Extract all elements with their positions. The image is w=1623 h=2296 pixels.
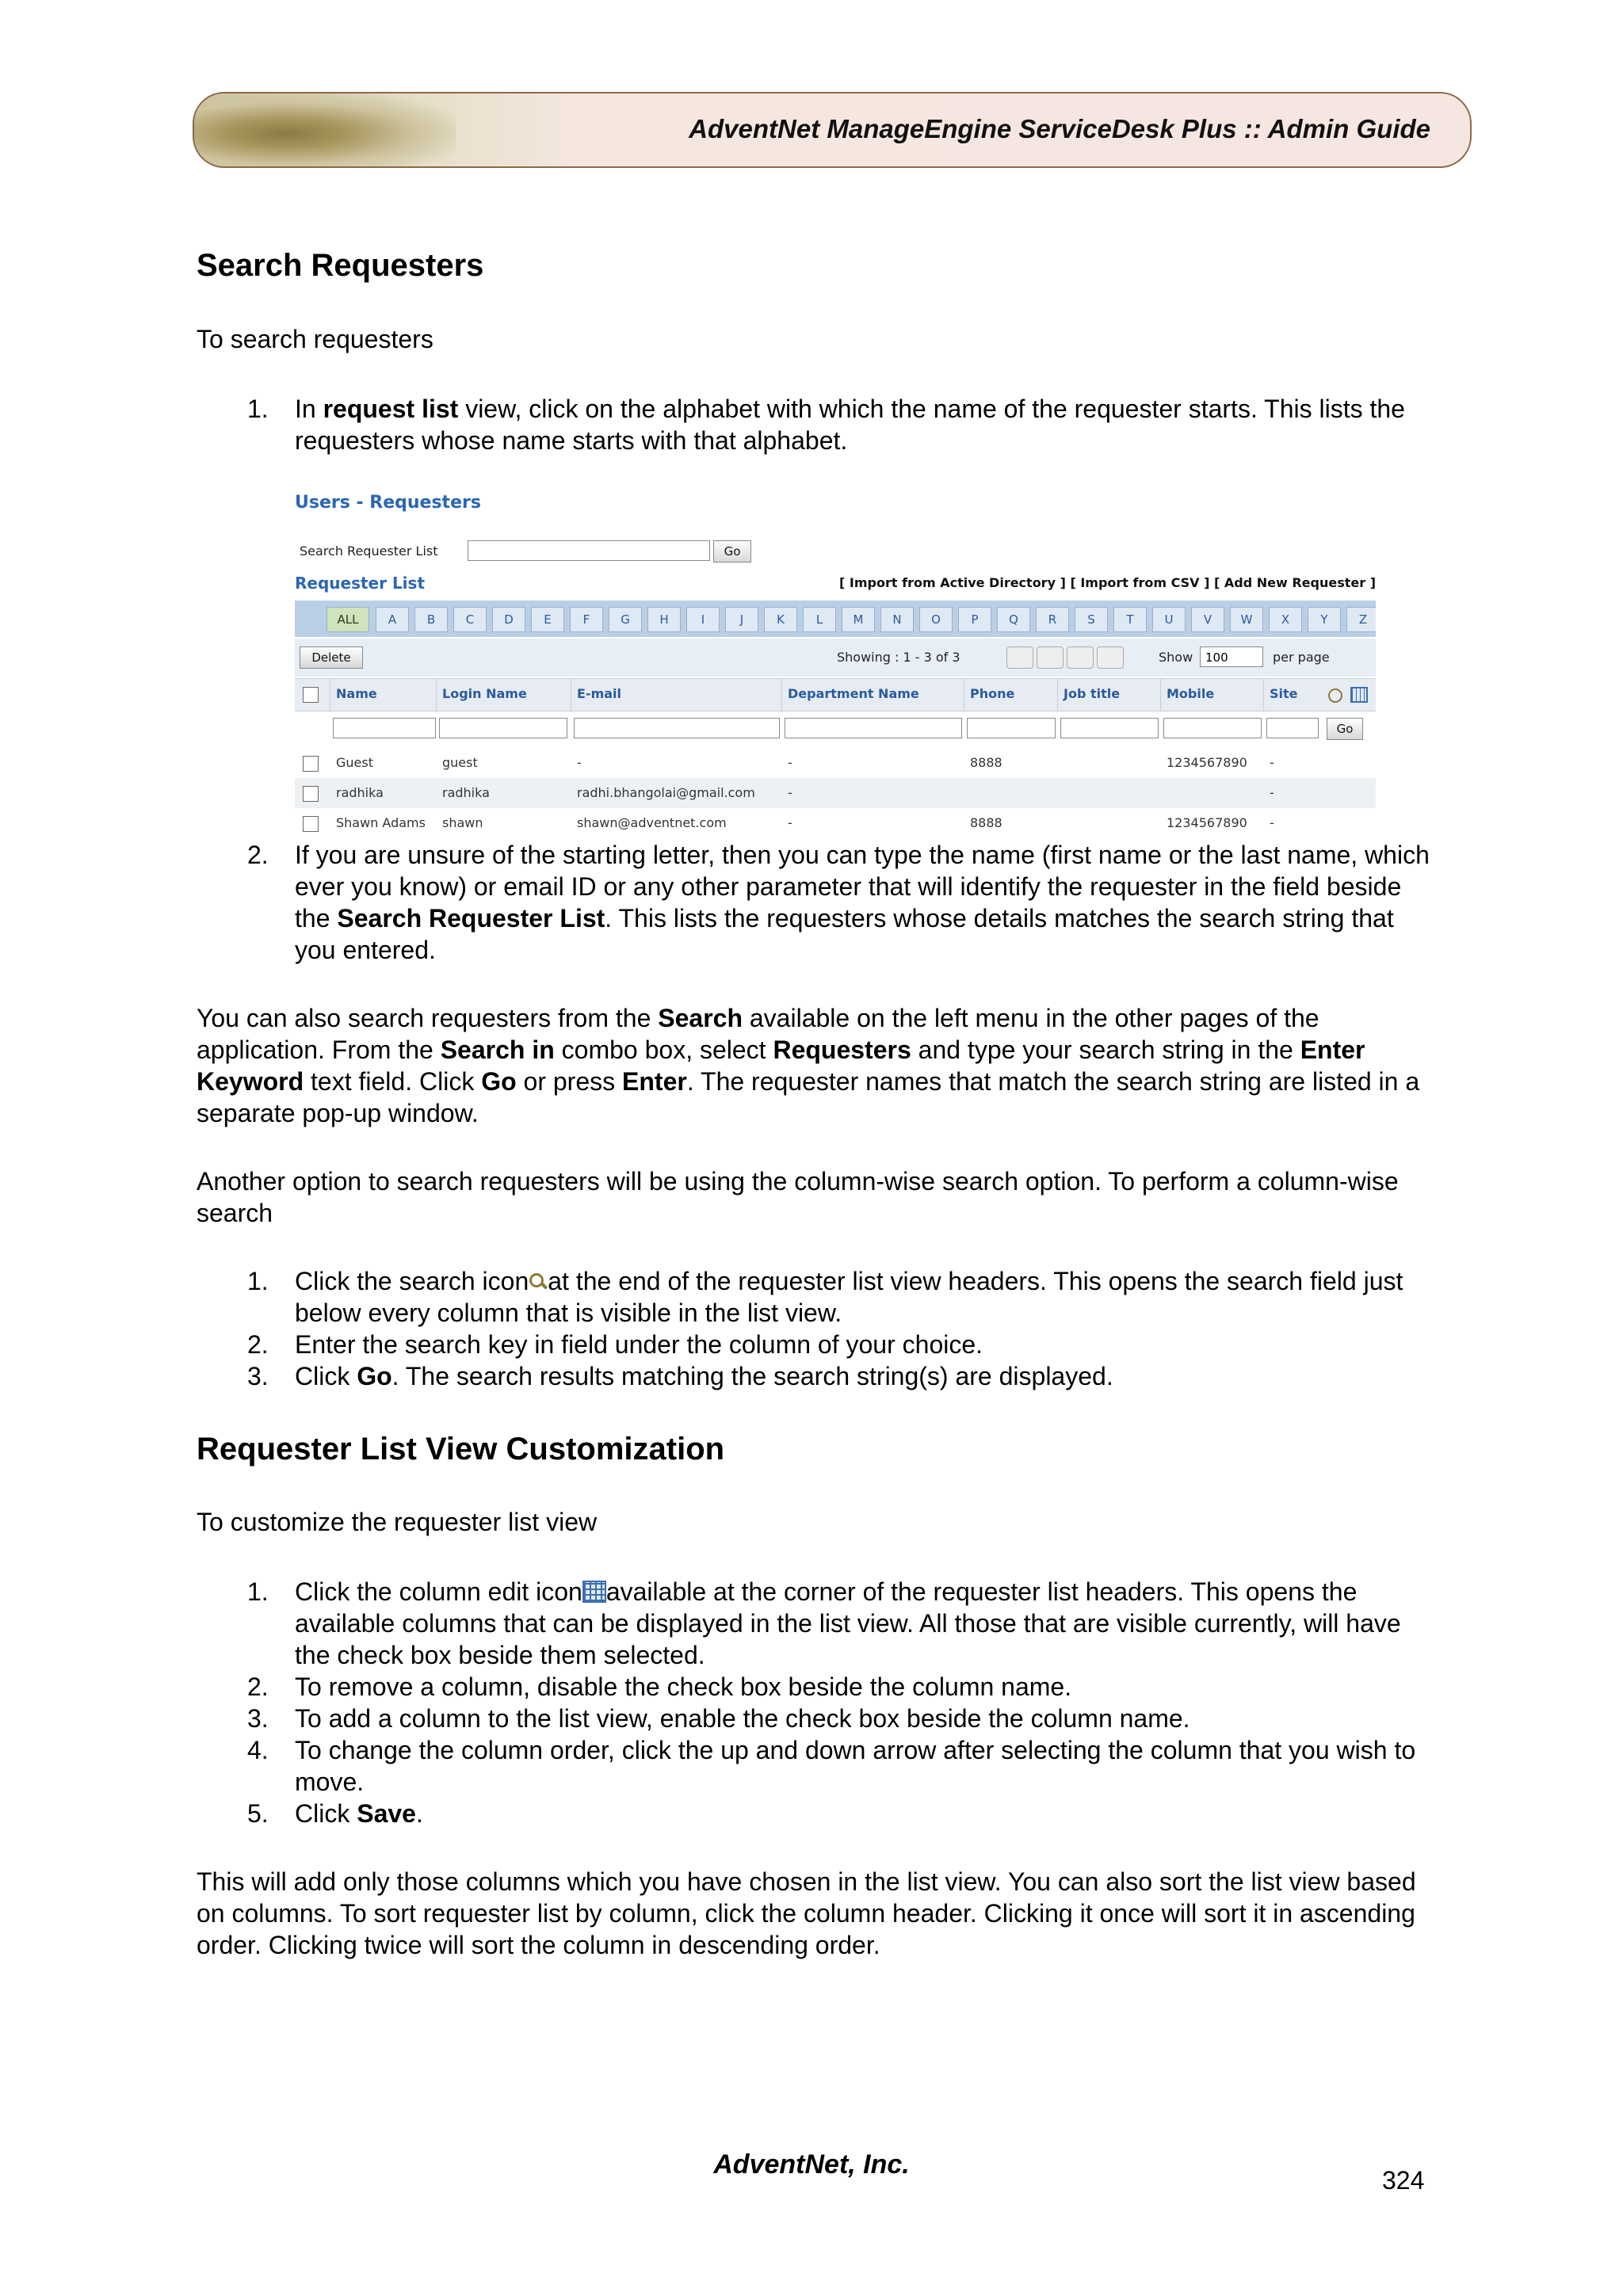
showing-count: Showing : 1 - 3 of 3 xyxy=(837,650,960,665)
step-number: 1. xyxy=(247,395,269,423)
column-filter-input[interactable] xyxy=(574,718,780,738)
section-heading-search: Search Requesters xyxy=(197,248,484,283)
show-label: Show xyxy=(1159,650,1193,665)
table-cell: radhi.bhangolai@gmail.com xyxy=(577,785,755,800)
table-cell: 1234567890 xyxy=(1167,815,1247,830)
intro-text: To search requesters xyxy=(197,325,433,353)
alphabet-key[interactable]: I xyxy=(686,607,720,632)
step-2: 2. If you are unsure of the starting letter, then you can type the name (first name or the last name, which ever you know) or email ID or any other parameter that will identify the requester in the field beside the Search Requester List. This lists the requesters whose details matches the search string that you entered. xyxy=(247,841,1430,964)
column-separator xyxy=(1263,679,1264,711)
column-edit-icon xyxy=(582,1581,606,1603)
banner-decoration xyxy=(194,93,456,166)
closing-paragraph: This will add only those columns which you have chosen in the list view. You can also sort the list view based on columns. To sort requester list by column, click the column header. Clicking it once will sort it in ascending order. Clicking twice will sort the column in descending order. xyxy=(197,1867,1416,1959)
alphabet-key[interactable]: M xyxy=(842,607,875,632)
row-checkbox[interactable] xyxy=(303,756,319,772)
alphabet-key[interactable]: B xyxy=(414,607,448,632)
table-cell: - xyxy=(577,755,582,770)
table-cell: 8888 xyxy=(970,815,1002,830)
pagination-controls[interactable] xyxy=(1006,646,1124,667)
table-cell: - xyxy=(788,785,792,800)
alphabet-key[interactable]: R xyxy=(1036,607,1069,632)
alphabet-key[interactable]: X xyxy=(1269,607,1302,632)
column-header[interactable]: Department Name xyxy=(788,686,919,701)
table-cell[interactable]: Shawn Adams xyxy=(336,815,426,830)
column-header[interactable]: Job title xyxy=(1064,686,1121,701)
column-header[interactable]: Login Name xyxy=(442,686,527,701)
screenshot-title: Users - Requesters xyxy=(295,493,481,513)
column-separator xyxy=(781,679,782,711)
column-filter-input[interactable] xyxy=(1060,718,1159,738)
table-cell: guest xyxy=(442,755,478,770)
alphabet-bar xyxy=(295,601,1376,637)
first-page-icon[interactable] xyxy=(1006,646,1033,669)
table-cell: radhika xyxy=(442,785,490,800)
alphabet-key[interactable]: F xyxy=(570,607,603,632)
column-header[interactable]: E-mail xyxy=(577,686,622,701)
customize-steps: 1. Click the column edit icon available at the corner of the requester list headers. This opens the available columns that can be displayed in the list view. All those that are visible currently, will have the check box beside them selected. 2. To remove a column, disable the check box beside the column name. 3. To add a column to the list view, enable the check box beside the column name. 4. To change the column order, click the up and down arrow after selecting the column that you wish to move. 5. Click Save. xyxy=(247,1577,1416,1828)
alphabet-key[interactable]: U xyxy=(1152,607,1186,632)
page-number: 324 xyxy=(1382,2166,1425,2195)
per-page-label: per page xyxy=(1273,650,1330,665)
table-cell: - xyxy=(1270,755,1274,770)
search-requester-input[interactable] xyxy=(468,540,710,561)
delete-button[interactable]: Delete xyxy=(300,646,363,669)
column-separator xyxy=(1160,679,1161,711)
customize-intro: To customize the requester list view xyxy=(197,1508,598,1536)
header-banner xyxy=(193,92,1472,168)
table-cell[interactable]: radhika xyxy=(336,785,384,800)
alphabet-key[interactable]: P xyxy=(958,607,991,632)
requester-list-title: Requester List xyxy=(295,574,426,593)
alphabet-key[interactable]: Y xyxy=(1308,607,1341,632)
table-cell: - xyxy=(788,815,792,830)
alphabet-key[interactable]: S xyxy=(1075,607,1108,632)
next-page-icon[interactable] xyxy=(1067,646,1094,669)
filter-go-button[interactable]: Go xyxy=(1327,718,1363,740)
column-separator xyxy=(436,679,437,711)
column-separator xyxy=(1057,679,1058,711)
per-page-select[interactable]: 100 xyxy=(1200,646,1263,667)
table-cell: - xyxy=(788,755,792,770)
alphabet-key[interactable]: A xyxy=(376,607,409,632)
alphabet-key[interactable]: Q xyxy=(997,607,1030,632)
table-cell[interactable]: Guest xyxy=(336,755,373,770)
alphabet-key[interactable]: H xyxy=(647,607,681,632)
alphabet-key[interactable]: T xyxy=(1113,607,1147,632)
table-row[interactable] xyxy=(295,748,1376,778)
alphabet-key[interactable]: E xyxy=(531,607,564,632)
table-cell: - xyxy=(1270,815,1274,830)
search-icon xyxy=(529,1272,548,1291)
search-requester-label: Search Requester List xyxy=(300,543,438,559)
column-edit-icon[interactable] xyxy=(1350,687,1368,703)
column-header[interactable]: Name xyxy=(336,686,377,701)
import-actions[interactable]: [ Import from Active Directory ] [ Import from CSV ] [ Add New Requester ] xyxy=(839,575,1376,590)
alphabet-key[interactable]: J xyxy=(725,607,758,632)
column-filter-row xyxy=(295,711,1376,743)
table-cell: - xyxy=(1270,785,1274,800)
column-search-paragraph: Another option to search requesters will be using the column-wise search option. To perform a column-wise search xyxy=(197,1167,1399,1227)
step-1: 1. In request list view, click on the alphabet with which the name of the requester starts. This lists the requesters whose name starts with that alphabet. xyxy=(247,395,1405,455)
alphabet-key[interactable]: N xyxy=(880,607,914,632)
prev-page-icon[interactable] xyxy=(1037,646,1064,669)
alphabet-key[interactable]: ALL xyxy=(327,607,369,632)
alphabet-key[interactable]: V xyxy=(1191,607,1224,632)
footer-company: AdventNet, Inc. xyxy=(713,2149,910,2180)
list-toolbar xyxy=(295,639,1376,677)
guide-title: AdventNet ManageEngine ServiceDesk Plus :: Admin Guide xyxy=(689,114,1430,143)
requester-list-screenshot xyxy=(295,485,1376,836)
row-checkbox[interactable] xyxy=(303,816,319,832)
table-row[interactable] xyxy=(295,778,1376,808)
search-icon[interactable] xyxy=(1328,688,1342,703)
section-heading-customization: Requester List View Customization xyxy=(197,1432,725,1466)
alphabet-key[interactable]: L xyxy=(803,607,836,632)
alphabet-key[interactable]: W xyxy=(1230,607,1263,632)
table-row[interactable] xyxy=(295,808,1376,836)
alphabet-key[interactable]: D xyxy=(492,607,525,632)
table-cell: 8888 xyxy=(970,755,1002,770)
go-button[interactable]: Go xyxy=(713,540,751,563)
table-cell: 1234567890 xyxy=(1167,755,1247,770)
last-page-icon[interactable] xyxy=(1097,646,1124,669)
alphabet-key[interactable]: C xyxy=(453,607,487,632)
column-header[interactable]: Site xyxy=(1270,686,1298,701)
column-filter-input[interactable] xyxy=(1266,718,1319,738)
column-filter-input[interactable] xyxy=(1163,718,1262,738)
column-filter-input[interactable] xyxy=(785,718,962,738)
column-filter-input[interactable] xyxy=(333,718,436,738)
table-cell: shawn@adventnet.com xyxy=(577,815,727,830)
table-cell: shawn xyxy=(442,815,483,830)
column-filter-input[interactable] xyxy=(967,718,1056,738)
column-search-steps: 1. Click the search icon at the end of the requester list view headers. This opens the search field just below every column that is visible in the list view. 2. Enter the search key in field under the column of your choice. 3. Click Go. The search results matching the search string(s) are displayed. xyxy=(247,1267,1403,1390)
alphabet-key[interactable]: Z xyxy=(1346,607,1376,632)
alphabet-key[interactable]: O xyxy=(919,607,953,632)
column-header[interactable]: Mobile xyxy=(1167,686,1215,701)
column-filter-input[interactable] xyxy=(439,718,567,738)
column-header-row xyxy=(295,678,1376,711)
search-paragraph: You can also search requesters from the Search available on the left menu in the other pages of the application. From the Search in combo box, select Requesters and type your search string in the Enter Keyword text field. Click Go or press Enter. The requester names that match the search string are listed in a separate pop-up window. xyxy=(197,1004,1420,1127)
alphabet-key[interactable]: K xyxy=(764,607,797,632)
select-all-checkbox[interactable] xyxy=(303,687,319,703)
row-checkbox[interactable] xyxy=(303,786,319,802)
column-header[interactable]: Phone xyxy=(970,686,1015,701)
alphabet-key[interactable]: G xyxy=(609,607,642,632)
